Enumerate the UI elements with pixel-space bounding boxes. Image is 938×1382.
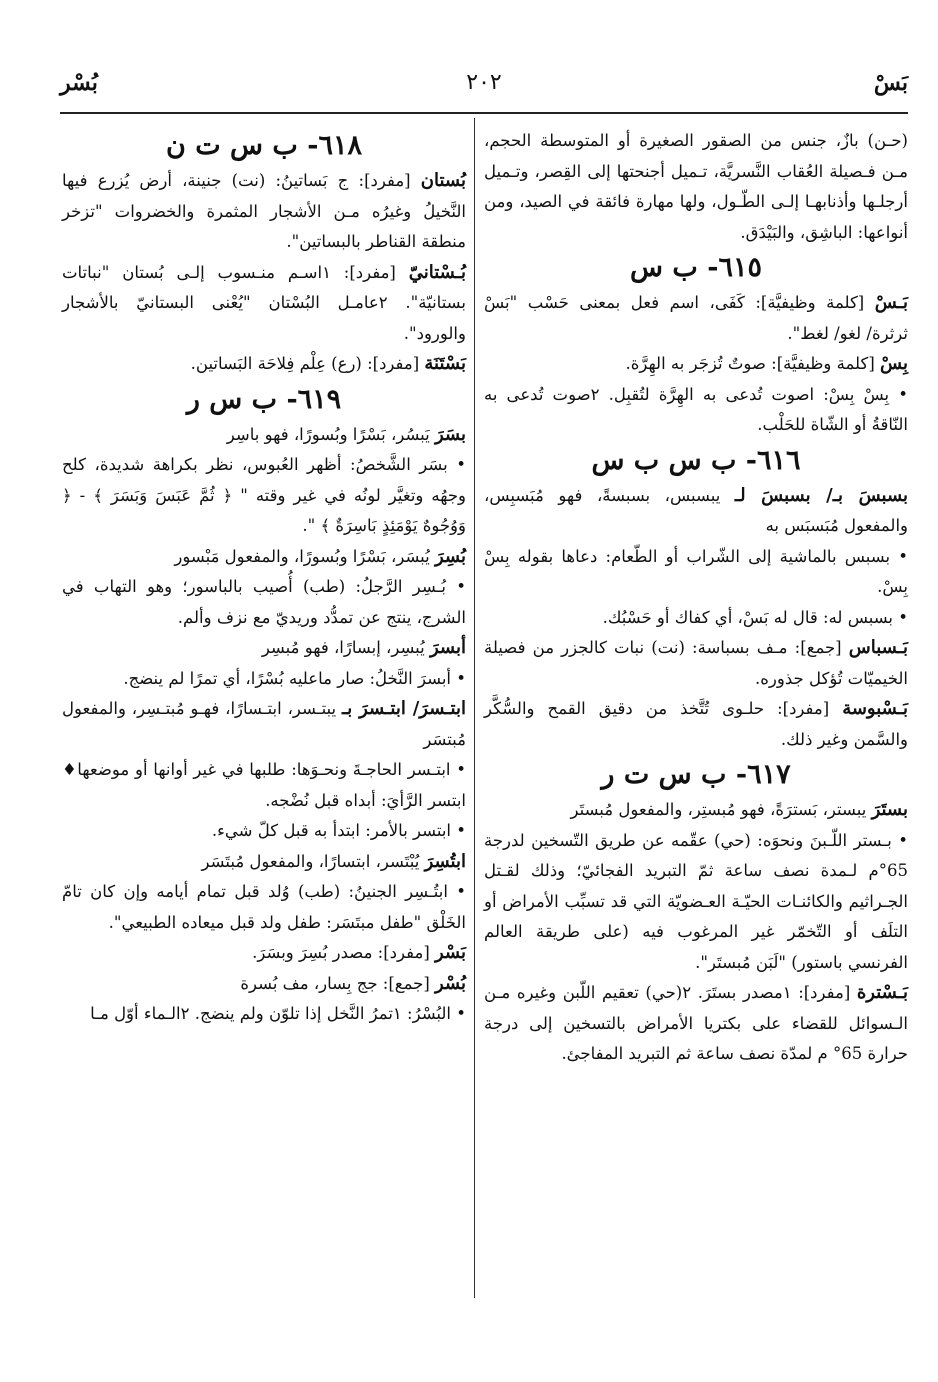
entry-paragraph xyxy=(62,694,466,755)
entry-headword: بستَرَ xyxy=(871,799,908,820)
root-heading: ٦١٩- ب س ر xyxy=(186,383,342,415)
root-heading: ٦١٥- ب س xyxy=(630,252,762,283)
entry-headword: بُـسْتانيّ xyxy=(408,261,467,283)
entry-paragraph xyxy=(484,795,908,826)
definition-paragraph: (حـن) بازٌ، جنس من الصقور الصغيرة أو المتوسطة الحجم، مـن فـصيلة العُقاب النَّسريَّة، تـميل أجنحتها إلى القِصر، وتـميل أرجلـها وأذنابهـا إلـى الطّـول، ولها مهارة فائقة في الصيد، ومن أنواعها: الباشِق، والبَيْدَق. xyxy=(484,131,908,242)
entry-headword: بُسِرَ xyxy=(435,545,466,567)
header-rule xyxy=(60,112,908,114)
root-heading: ٦١٧- ب س ت ر xyxy=(601,759,791,790)
entry-paragraph xyxy=(484,633,908,694)
page-number: ٢٠٢ xyxy=(466,70,502,95)
entry-definition: [جمع]: مـف بسباسة: (نت) نبات كالجزر من فصيلة الخيميّات تُؤكل جذوره. xyxy=(484,638,908,688)
entry-headword: ابتُسِرَ xyxy=(424,850,466,872)
entry-paragraph xyxy=(62,349,466,380)
entry-paragraph xyxy=(62,633,466,664)
header-left-word: بُسْر xyxy=(60,70,98,96)
entry-headword: بَسْر xyxy=(435,942,466,963)
entry-headword: بسبسَ بـ/ بسبسَ لـ xyxy=(734,484,909,506)
entry-definition: [مفرد]: ج بَساتينُ: (نت) جنينة، أرض يُزرع فيها النَّخيلُ وغيرُه مـن الأشجار المثمرة والخضروات "تزخر منطقة القناطر بالبساتين". xyxy=(62,171,466,251)
entry-definition: يبتـسر، ابتـسارًا، فهـو مُبتـسِر، والمفعول مُبتسَر xyxy=(62,699,466,749)
entry-paragraph xyxy=(484,288,908,349)
definition-paragraph: • بسبس بالماشية إلى الشّراب أو الطّعام: دعاها بقوله بِسْ بِسْ. xyxy=(484,546,908,596)
root-heading: ٦١٦- ب س ب س xyxy=(591,444,801,476)
column-divider xyxy=(474,118,475,1298)
definition-paragraph: • ابتـسر الحاجـةَ ونحـوَها: طلبها في غير أوانها أو موضعها♦ ابتسر الرَّأيَ: أبداه قبل نُضْجه. xyxy=(62,760,466,810)
entry-paragraph xyxy=(484,481,908,542)
entry-headword: بَسْتَنَة xyxy=(424,353,466,374)
entry-paragraph xyxy=(484,349,908,380)
definition-paragraph: • أبسرَ النَّخلُ: صار ماعليه بُسْرًا، أي تمرًا لم ينضج. xyxy=(123,668,466,688)
entry-headword: بُسْر xyxy=(435,972,466,994)
definition-paragraph: • بسبس له: قال له بَسْ، أي كفاك أو حَسْبُك. xyxy=(602,607,908,627)
entry-paragraph xyxy=(62,938,466,969)
entry-paragraph xyxy=(62,258,466,350)
entry-headword: ابتـسرَ/ ابتـسرَ بـ xyxy=(341,698,466,719)
entry-paragraph xyxy=(62,969,466,1000)
entry-definition: [كلمة وظيفيَّة]: صوتٌ تُزجَر به الهِرَّة. xyxy=(625,354,881,373)
entry-definition: [مفرد]: حلـوى تُتَّخذ من دقيق القمح والسُّكَّر والسَّمن وغير ذلك. xyxy=(484,699,908,749)
right-column xyxy=(484,126,908,1070)
entry-headword: أبسرَ xyxy=(430,637,466,658)
entry-headword: بُستان xyxy=(420,170,466,191)
definition-paragraph: • بِسْ بِسْ: اصوت تُدعى به الهِرَّة لتُقبِل. ٢صوت تُدعى به النّاقةُ أو الشّاة للحَلْب. xyxy=(484,384,908,434)
entry-definition: [مفرد]: ١مصدر بستَرَ. ٢(حي) تعقيم اللّبن وغيره مـن الـسوائل للقضاء على بكتريا الأمراض بالتسخين إلى درجة حرارة 65° م لمدّة نصف ساعة ثم التبريد المفاجئ. xyxy=(484,983,908,1063)
entry-definition: [مفرد]: مصدر بُسِرَ وبسَرَ. xyxy=(252,943,435,962)
entry-definition: يبسبس، بسبسةً، فهو مُبَسبِس، والمفعول مُبَسبَس به xyxy=(484,485,908,535)
entry-definition: [جمع]: جج بِسار، مف بُسرة xyxy=(240,973,435,993)
entry-definition: يُبسَر، بَسْرًا وبُسورًا، والمفعول مَبْسور xyxy=(174,546,435,566)
entry-paragraph xyxy=(484,978,908,1070)
definition-paragraph: • بسَر الشَّخصُ: أظهر العُبوس، نظر بكراهة شديدة، كلح وجهُه وتغيَّر لونُه في غير وقته " ﴿ ثُمَّ عَبَسَ وَبَسَرَ ﴾ - ﴿ وَوُجُوهٌ يَوْمَئِذٍ بَاسِرَةٌ ﴾ ". xyxy=(62,455,466,535)
definition-paragraph: • البُسْرُ: ١تمرُ النَّخل إذا تلوّن ولم ينضج. ٢الـماء أوّل مـا xyxy=(90,1004,466,1023)
entry-headword: بَـسْترة xyxy=(856,982,908,1003)
running-header xyxy=(60,66,908,106)
entry-definition: [مفرد]: ١اسـم منـسوب إلـى بُستان "نباتات بستانيّة". ٢عامـل البُسْتان "يُعْنى البستانيّ بالأشجار والورود". xyxy=(62,262,466,343)
definition-paragraph: • ابتُـسِر الجنينُ: (طب) وُلد قبل تمام أيامه وإن كان تامّ الخَلْق "طفل مبتَسَر: طفل ولد قبل ميعاده الطبيعي". xyxy=(62,882,466,932)
entry-paragraph xyxy=(62,542,466,573)
definition-paragraph: • بُـسِر الرَّجلُ: (طب) أُصيب بالباسور؛ وهو التهاب في الشرج، ينتج عن تمدُّد وريديّ مع نزف وألم. xyxy=(62,577,466,627)
entry-paragraph xyxy=(62,847,466,878)
definition-paragraph: • بـستر اللّـبنَ ونحوَه: (حي) عقّمه عن طريق التّسخين لدرجة 65°م لـمدة نصف ساعة ثمّ التبريد الفجائيّ؛ وذلك لقـتل الجـراثيم والكائنـات الحيّـة العـضويّة التي قد تسبِّب الأمراض أو التلَف أو التّخمّر غير المرغوب فيه (على طريقة العالم الفرنسي باستور) "لَبَن مُبستَر". xyxy=(484,830,908,972)
entry-paragraph xyxy=(62,166,466,258)
entry-paragraph xyxy=(62,420,466,451)
left-column xyxy=(62,126,466,1030)
entry-definition: يبستر، بَسترَةً، فهو مُبستِر، والمفعول مُبستَر xyxy=(570,800,872,819)
entry-definition: يُبسِر، إبسارًا، فهو مُبسِر xyxy=(261,638,430,657)
entry-definition: يَبسُر، بَسْرًا وبُسورًا، فهو باسِر xyxy=(226,424,435,444)
entry-headword: بسَرَ xyxy=(435,423,466,445)
entry-headword: بِسْ xyxy=(880,353,908,374)
entry-definition: [مفرد]: (رع) عِلْم فِلاحَة البَساتين. xyxy=(190,354,425,373)
header-right-word: بَسْ xyxy=(873,70,908,96)
entry-headword: بَـسْ xyxy=(874,292,908,313)
entry-paragraph xyxy=(484,694,908,755)
entry-headword: بَـسباس xyxy=(848,637,908,658)
entry-definition: [كلمة وظيفيَّة]: كَفَى، اسم فعل بمعنى حَسْب "بَسْ ثرثرة/ لغو/ لغط". xyxy=(484,293,908,343)
root-heading: ٦١٨- ب س ت ن xyxy=(166,130,362,161)
entry-definition: يُبْتَسر، ابتسارًا، والمفعول مُبتَسَر xyxy=(201,851,425,871)
definition-paragraph: • ابتسر بالأمر: ابتدأ به قبل كلّ شيء. xyxy=(211,821,466,840)
entry-headword: بَـسْبوسة xyxy=(842,698,908,719)
